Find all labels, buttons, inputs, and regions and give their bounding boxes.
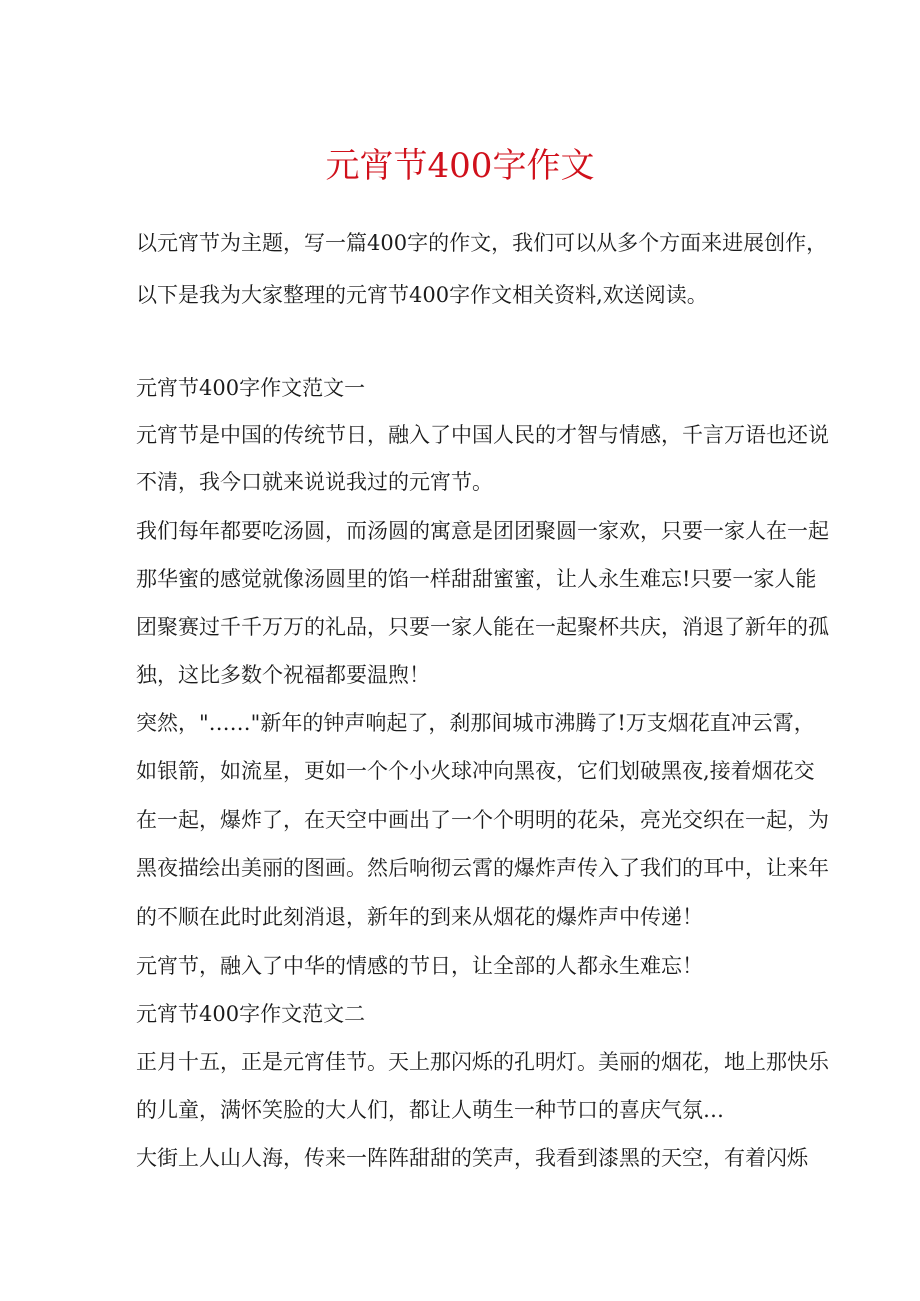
s1-p2-line-1: 我们每年都要吃汤圆，而汤圆的寓意是团团聚圆一家欢，只要一家人在一起 [136,519,829,543]
s1-p3-line-1: 突然，"……"新年的钟声响起了，刹那间城市沸腾了!万支烟花直冲云霄， [136,711,815,735]
s1-p2-line-4: 独，这比多数个祝福都要温煦！ [136,663,430,687]
section1-heading: 元宵节400字作文范文一 [136,376,366,400]
s1-p1-line-2: 不清，我今口就来说说我过的元宵节。 [136,470,493,494]
s1-p4-line-1: 元宵节，融入了中华的情感的节日，让全部的人都永生难忘！ [136,954,703,978]
s1-p1-line-1: 元宵节是中国的传统节日，融入了中国人民的才智与情感，千言万语也还说 [136,423,829,447]
s2-p2-line-1: 大街上人山人海，传来一阵阵甜甜的笑声，我看到漆黑的天空，有着闪烁 [136,1146,808,1170]
intro-line-1: 以元宵节为主题，写一篇400字的作文，我们可以从多个方面来进展创作， [136,231,828,255]
document-title: 元宵节400字作文 [325,146,595,186]
s1-p3-line-2: 如银箭，如流星，更如一个个小火球冲向黑夜，它们划破黑夜,接着烟花交 [136,759,815,783]
s1-p3-line-4: 黑夜描绘出美丽的图画。然后响彻云霄的爆炸声传入了我们的耳中，让来年 [136,856,829,880]
s1-p2-line-3: 团聚赛过千千万万的礼品，只要一家人能在一起聚杯共庆，消退了新年的孤 [136,615,829,639]
s1-p3-line-3: 在一起，爆炸了，在天空中画出了一个个明明的花朵，亮光交织在一起，为 [136,808,829,832]
intro-line-2: 以下是我为大家整理的元宵节400字作文相关资料,欢送阅读。 [136,283,708,307]
section2-heading: 元宵节400字作文范文二 [136,1002,366,1026]
s1-p3-line-5: 的不顺在此时此刻消退，新年的到来从烟花的爆炸声中传递！ [136,905,703,929]
s2-p1-line-1: 正月十五，正是元宵佳节。天上那闪烁的孔明灯。美丽的烟花，地上那快乐 [136,1050,829,1074]
s2-p1-line-2: 的儿童，满怀笑脸的大人们，都让人萌生一种节口的喜庆气氛… [136,1098,724,1122]
s1-p2-line-2: 那华蜜的感觉就像汤圆里的馅一样甜甜蜜蜜，让人永生难忘!只要一家人能 [136,567,817,591]
